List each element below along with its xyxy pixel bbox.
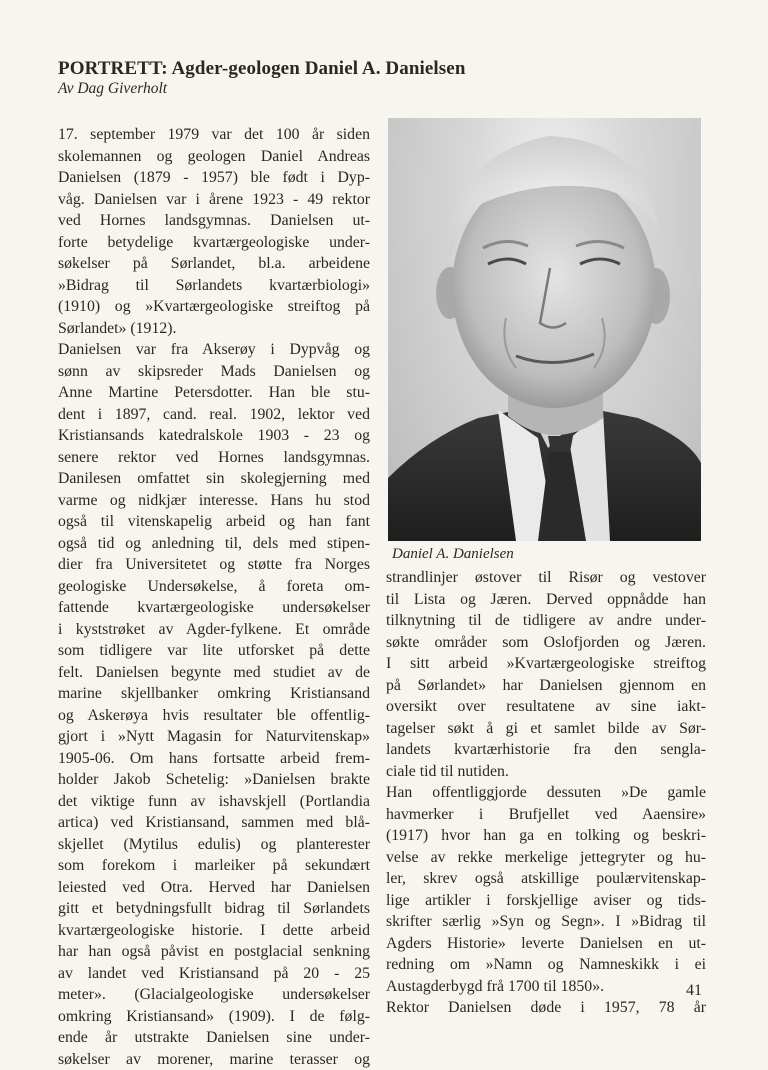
text-line: ciale tid til nutiden. [386, 761, 706, 783]
text-line: (1910) og »Kvartærgeologiske streiftog på [58, 296, 370, 318]
text-line: av landet ved Kristiansand på 20 - 25 [58, 963, 370, 985]
text-line: velse av rekke merkelige jettegryter og hu- [386, 847, 706, 869]
text-line: det viktige funn av ishavskjell (Portlandia [58, 791, 370, 813]
text-line: også tid og anledning til, dels med stipen- [58, 533, 370, 555]
text-line: lige artikler i forskjellige aviser og tids- [386, 890, 706, 912]
text-line: oversikt over resultatene av sine iakt- [386, 696, 706, 718]
text-line: forte betydelige kvartærgeologiske under- [58, 232, 370, 254]
text-line: Sørlandet» (1912). [58, 318, 370, 340]
text-line: Kristiansands katedralskole 1903 - 23 og [58, 425, 370, 447]
text-line: marine skjellbanker omkring Kristiansand [58, 683, 370, 705]
title-label: PORTRETT: [58, 58, 168, 79]
text-line: havmerker i Brufjellet ved Aaensire» [386, 804, 706, 826]
text-line: meter». (Glacialgeologiske undersøkelser [58, 984, 370, 1006]
text-line: Anne Martine Petersdotter. Han ble stu- [58, 382, 370, 404]
text-line: (1917) hvor han ga en tolking og beskri- [386, 825, 706, 847]
text-line: Austagderbygd frå 1700 til 1850». [386, 976, 706, 998]
byline: Av Dag Giverholt [58, 80, 167, 98]
text-line: varme og nidkjær interesse. Hans hu stod [58, 490, 370, 512]
text-line: til Lista og Jæren. Derved oppnådde han [386, 589, 706, 611]
text-line: ved Hornes landsgymnas. Danielsen ut- [58, 210, 370, 232]
portrait-illustration [388, 118, 701, 541]
text-line: dier fra Universitetet og støtte fra Norges [58, 554, 370, 576]
text-line: skjellet (Mytilus edulis) og planterester [58, 834, 370, 856]
text-line: skrifter særlig »Syn og Segn». I »Bidrag til [386, 911, 706, 933]
text-line: søkte områder som Oslofjorden og Jæren. [386, 632, 706, 654]
page-number: 41 [686, 982, 702, 1000]
text-line: og Askerøya hvis resultater ble offentlig- [58, 705, 370, 727]
title-text: Agder-geologen Daniel A. Danielsen [171, 58, 465, 79]
text-line: sønn av skipsreder Mads Danielsen og [58, 361, 370, 383]
text-line: har han også påvist en postglacial senkning [58, 941, 370, 963]
photo-caption: Daniel A. Danielsen [392, 546, 514, 563]
text-line: på Sørlandet» har Danielsen gjennom en [386, 675, 706, 697]
text-line: 17. september 1979 var det 100 år siden [58, 124, 370, 146]
text-line: redning om »Namn og Namneskikk i ei [386, 954, 706, 976]
text-line: artica) ved Kristiansand, sammen med blå- [58, 812, 370, 834]
text-line: I sitt arbeid »Kvartærgeologiske streiftog [386, 653, 706, 675]
text-line: tilknytning til de tidligere av andre under- [386, 610, 706, 632]
text-line: som tidligere var lite utforsket på dette [58, 640, 370, 662]
text-line: gjort i »Nytt Magasin for Naturvitenskap» [58, 726, 370, 748]
text-column-left [58, 124, 370, 1070]
text-line: geologiske Undersøkelse, å foreta om- [58, 576, 370, 598]
text-line: Rektor Danielsen døde i 1957, 78 år [386, 997, 706, 1019]
text-line: omkring Kristiansand» (1909). I de følg- [58, 1006, 370, 1028]
text-line: Danielsen (1879 - 1957) ble født i Dyp- [58, 167, 370, 189]
text-line: felt. Danielsen begynte med studiet av de [58, 662, 370, 684]
text-line: Han offentliggjorde dessuten »De gamle [386, 782, 706, 804]
portrait-photo [388, 118, 701, 541]
text-line: leiested ved Otra. Herved har Danielsen [58, 877, 370, 899]
text-line: dent i 1897, cand. real. 1902, lektor ved [58, 404, 370, 426]
page-title [58, 58, 466, 80]
text-line: også til vitenskapelig arbeid og han fant [58, 511, 370, 533]
text-line: 1905-06. Om hans fortsatte arbeid frem- [58, 748, 370, 770]
text-line: holder Jakob Schetelig: »Danielsen brakte [58, 769, 370, 791]
text-line: ende år utstrakte Danielsen sine under- [58, 1027, 370, 1049]
text-line: søkelser på Sørlandet, bl.a. arbeidene [58, 253, 370, 275]
text-line: gitt et betydningsfullt bidrag til Sørlandets [58, 898, 370, 920]
text-line: tagelser søkt å gi et samlet bilde av Sør- [386, 718, 706, 740]
text-line: søkelser av morener, marine terasser og [58, 1049, 370, 1070]
text-line: fattende kvartærgeologiske undersøkelser [58, 597, 370, 619]
text-line: våg. Danielsen var i årene 1923 - 49 rektor [58, 189, 370, 211]
text-line: landets kvartærhistorie fra den sengla- [386, 739, 706, 761]
text-line: strandlinjer østover til Risør og vestover [386, 567, 706, 589]
text-line: senere rektor ved Hornes landsgymnas. [58, 447, 370, 469]
text-column-right [386, 567, 706, 1019]
text-line: i kyststrøket av Agder-fylkene. Et område [58, 619, 370, 641]
text-line: som forekom i marleiker på sekundært [58, 855, 370, 877]
text-line: skolemannen og geologen Daniel Andreas [58, 146, 370, 168]
text-line: »Bidrag til Sørlandets kvartærbiologi» [58, 275, 370, 297]
text-line: Danilesen omfattet sin skolegjerning med [58, 468, 370, 490]
text-line: Danielsen var fra Akserøy i Dypvåg og [58, 339, 370, 361]
text-line: ler, skrev også atskillige poulærvitenskap- [386, 868, 706, 890]
text-line: Agders Historie» leverte Danielsen en ut- [386, 933, 706, 955]
text-line: kvartærgeologiske historie. I dette arbeid [58, 920, 370, 942]
